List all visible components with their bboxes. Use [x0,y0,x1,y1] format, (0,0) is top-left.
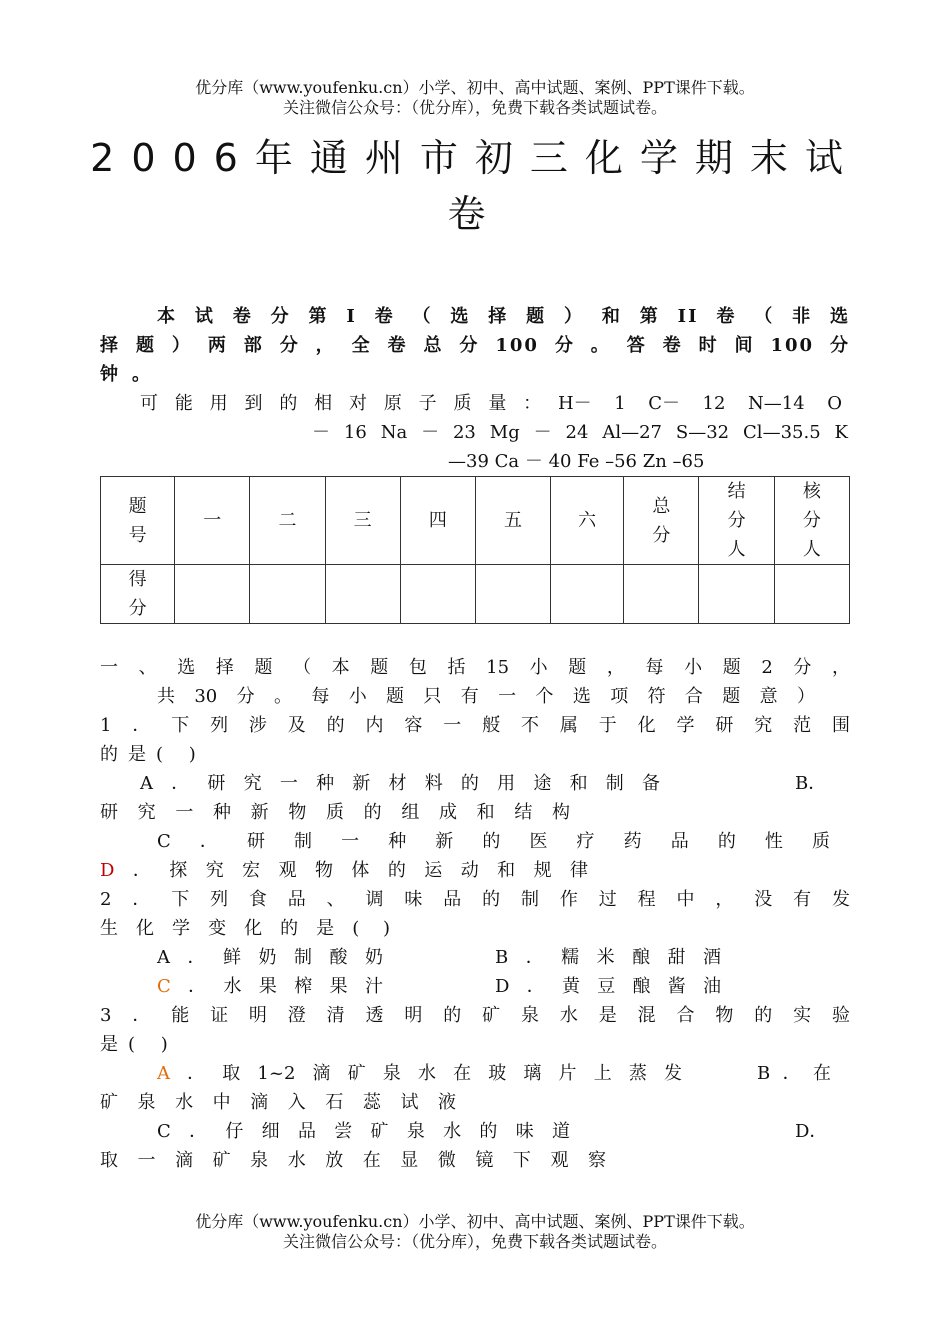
q1-option-c: C．研制一种新的医疗药品的性质 [157,831,830,852]
score-cell[interactable] [325,565,400,624]
header-cell-2: 二 [250,477,325,565]
q1-option-d-letter: D [100,860,115,881]
q2-option-d: D．黄豆酿酱油 [495,976,721,997]
q1-option-b: 研究一种新物质的组成和结构 [100,802,570,823]
q1-option-d: D．探究宏观物体的运动和规律 [100,860,588,881]
header-cell-1: 一 [175,477,250,565]
q1-stem-line-1: 1．下列涉及的内容一般不属于化学研究范围 [100,715,850,736]
header-line-1: 优分库（www.youfenku.cn）小学、初中、高中试题、案例、PPT课件下载。 [195,78,755,97]
header-cell-5: 五 [475,477,550,565]
header-cell-6: 六 [551,477,624,565]
header-line-2: 关注微信公众号：（优分库），免费下载各类试题试卷。 [282,98,667,117]
header-cell-checker: 核分人 [774,477,849,565]
q1-option-a: A．研究一种新材料的用途和制备 [140,773,660,794]
intro-line-2: 择题）两部分，全卷总分100分。答卷时间100分 [100,335,850,356]
score-table-header-row [101,477,850,565]
q3-option-d-letter: D． [795,1121,828,1142]
q2-option-a: A．鲜奶制酸奶 [157,947,383,968]
section1-line-2: 共30分。每小题只有一个选项符合题意） [157,686,816,707]
header-cell-question: 题号 [101,477,175,565]
footer-line-1: 优分库（www.youfenku.cn）小学、初中、高中试题、案例、PPT课件下载。 [195,1212,755,1231]
q3-stem-line-1: 3．能证明澄清透明的矿泉水是混合物的实验 [100,1005,850,1026]
score-row-label: 得分 [101,565,175,624]
intro-line-1: 本试卷分第I卷（选择题）和第II卷（非选 [157,306,850,327]
score-cell[interactable] [551,565,624,624]
section1-line-1: 一、选择题（本题包括15小题，每小题2分， [100,657,850,678]
q1-option-b-letter: B． [795,773,827,794]
header-cell-total: 总分 [624,477,699,565]
atomic-mass-line-1: 可能用到的相对原子质量：H－ 1 C－ 12 N—14 O [140,393,842,414]
q3-option-d: 取一滴矿泉水放在显微镜下观察 [100,1150,606,1171]
q1-stem-line-2: 的是( ) [100,744,206,765]
score-table [100,476,850,624]
page-title-line-1: 2006年通州市初三化学期末试 [90,136,860,180]
q2-option-b: B．糯米酿甜酒 [495,947,721,968]
score-cell[interactable] [250,565,325,624]
page-header [0,78,950,118]
q2-stem-line-1: 2．下列食品、调味品的制作过程中，没有发 [100,889,850,910]
score-cell[interactable] [699,565,774,624]
q2-stem-line-2: 生化学变化的是( ) [100,918,390,939]
footer-line-2: 关注微信公众号：（优分库），免费下载各类试题试卷。 [282,1232,667,1251]
q3-option-b-letter: B．在 [757,1063,831,1084]
intro-line-3: 钟。 [100,364,164,385]
header-cell-scorer: 结分人 [699,477,774,565]
q3-stem-line-2: 是( ) [100,1034,178,1055]
score-cell[interactable] [400,565,475,624]
header-cell-4: 四 [400,477,475,565]
q2-option-c-letter: C [157,976,171,997]
atomic-mass-line-3: —39 Ca － 40 Fe –56 Zn –65 [448,451,705,472]
score-cell[interactable] [175,565,250,624]
score-cell[interactable] [624,565,699,624]
score-table-score-row [101,565,850,624]
emphasis-dotted-text: 只有一个 [423,686,573,707]
q3-option-a: A．取1~2滴矿泉水在玻璃片上蒸发 [157,1063,682,1084]
header-cell-3: 三 [325,477,400,565]
q3-option-a-letter: A [157,1063,170,1084]
q3-option-c: C．仔细品尝矿泉水的味道 [157,1121,570,1142]
score-cell[interactable] [475,565,550,624]
q3-option-b: 矿泉水中滴入石蕊试液 [100,1092,456,1113]
q2-option-c: C．水果榨果汁 [157,976,383,997]
atomic-mass-line-2: － 16 Na － 23 Mg － 24 Al—27 S—32 Cl—35.5 K [312,422,848,443]
page-footer [0,1212,950,1252]
page-title-line-2: 卷 [447,192,503,236]
score-cell[interactable] [774,565,849,624]
